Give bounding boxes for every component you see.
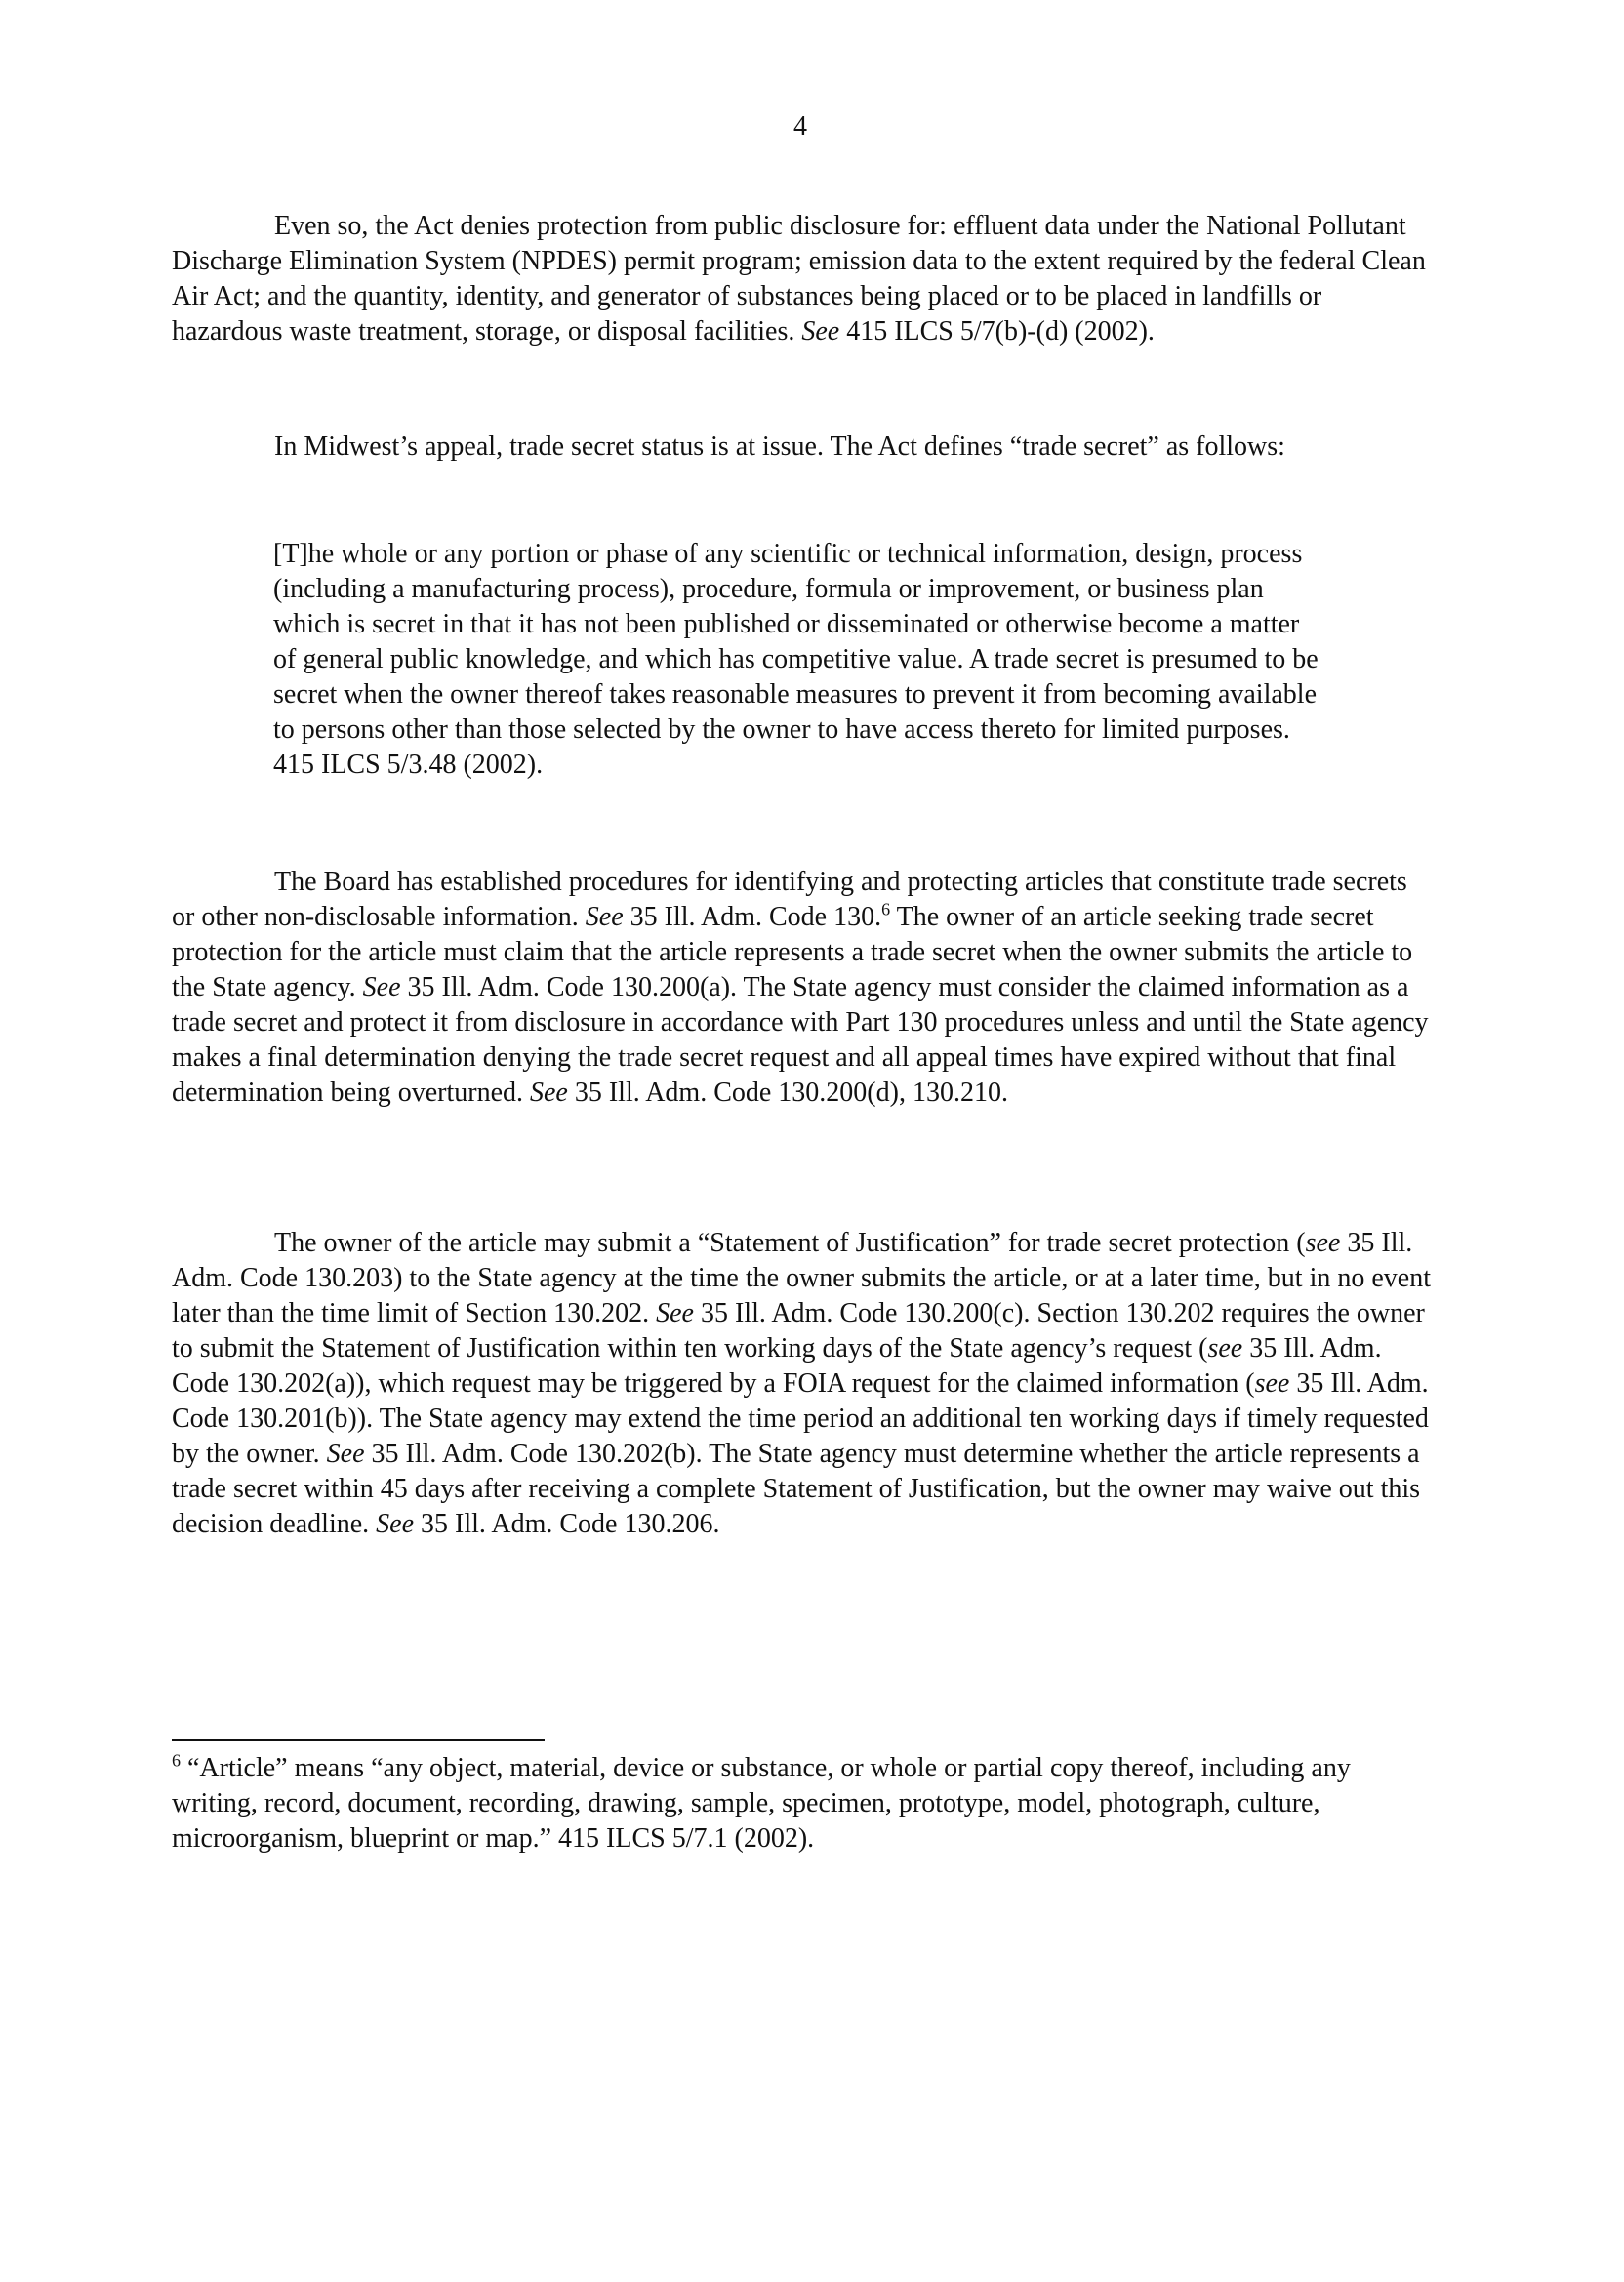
see-citation-signal: See [801, 316, 840, 346]
paragraph-text: 35 Ill. Adm. Code 130.200(a). The State agency must consider the claimed information as a trade secret and protect it from disclosure in accordance with Part 130 procedures unless and until the State agency makes a final determination denying the trade secret request and all appeal times have expired without that final determination being overturned. [172, 972, 1429, 1108]
block-quote-trade-secret-definition: [T]he whole or any portion or phase of any scientific or technical information, design, process (including a manufacturing process), procedure, formula or improvement, or business plan which is secret in that it has not been published or disseminated or otherwise become a matter of general public knowledge, and which has competitive value. A trade secret is presumed to be secret when the owner thereof takes reasonable measures to prevent it from becoming available to persons other than those selected by the owner to have access thereto for limited purposes. 415 ILCS 5/3.48 (2002). [273, 539, 1319, 780]
paragraph-trade-secret-intro: In Midwest’s appeal, trade secret status is at issue. The Act defines “trade secret” as follows: [274, 431, 1285, 462]
paragraph-text: 415 ILCS 5/7(b)-(d) (2002). [839, 316, 1155, 346]
paragraph-text: The Board has established procedures for identifying and protecting articles that constitute trade secrets or other non-disclosable information. [172, 867, 1407, 932]
see-citation-signal: see [1254, 1368, 1290, 1399]
footnote-reference: 6 [881, 899, 891, 919]
paragraph-text: 35 Ill. Adm. Code 130.200(d), 130.210. [567, 1078, 1008, 1108]
paragraph-text: Even so, the Act denies protection from public disclosure for: effluent data under the National Pollutant Discharge Elimination System (NPDES) permit program; emission data to the extent required by the federal Clean Air Act; and the quantity, identity, and generator of substances being placed or to be placed in landfills or hazardous waste treatment, storage, or disposal facilities. [172, 211, 1426, 346]
paragraph-text: 35 Ill. Adm. Code 130.203) to the State agency at the time the owner submits the article, or at a later time, but in no event later than the time limit of Section 130.202. [172, 1228, 1431, 1328]
paragraph-text: 35 Ill. Adm. Code 130. [623, 902, 882, 932]
see-citation-signal: See [585, 902, 624, 932]
paragraph-text: 35 Ill. Adm. Code 130.202(b). The State agency must determine whether the article represents a trade secret within 45 days after receiving a complete Statement of Justification, but the owner may waive out this decision deadline. [172, 1439, 1421, 1539]
paragraph-text: 35 Ill. Adm. Code 130.206. [414, 1509, 720, 1539]
page-number: 4 [793, 111, 807, 142]
see-citation-signal: see [1305, 1228, 1341, 1258]
footnote-article-definition [172, 1751, 1401, 1856]
see-citation-signal: See [376, 1509, 415, 1539]
paragraph-text: 35 Ill. Adm. Code 130.200(c). Section 130.202 requires the owner to submit the Statement of Justification within ten working days of the State agency’s request ( [172, 1298, 1425, 1364]
paragraph-board-procedures [172, 865, 1431, 1111]
see-citation-signal: see [1207, 1333, 1243, 1364]
see-citation-signal: See [362, 972, 401, 1002]
footnote-text: “Article” means “any object, material, device or substance, or whole or partial copy thereof, including any writing, record, document, recording, drawing, sample, specimen, prototype, model, photograph, culture, microorganism, blueprint or map.” 415 ILCS 5/7.1 (2002). [172, 1753, 1351, 1854]
paragraph-text: The owner of an article seeking trade secret protection for the article must claim that the article represents a trade secret when the owner submits the article to the State agency. [172, 902, 1413, 1002]
paragraph-disclosure-exceptions [172, 209, 1431, 349]
paragraph-statement-of-justification [172, 1226, 1431, 1542]
footnote-marker: 6 [172, 1750, 181, 1771]
see-citation-signal: See [656, 1298, 694, 1328]
footnote-divider [172, 1739, 545, 1741]
paragraph-text: 35 Ill. Adm. Code 130.202(a)), which request may be triggered by a FOIA request for the claimed information ( [172, 1333, 1382, 1399]
see-citation-signal: See [530, 1078, 568, 1108]
see-citation-signal: See [326, 1439, 365, 1469]
paragraph-text: 35 Ill. Adm. Code 130.201(b)). The State agency may extend the time period an additional ten working days if timely requested by the owner. [172, 1368, 1429, 1469]
paragraph-text: The owner of the article may submit a “Statement of Justification” for trade secret protection ( [274, 1228, 1306, 1258]
